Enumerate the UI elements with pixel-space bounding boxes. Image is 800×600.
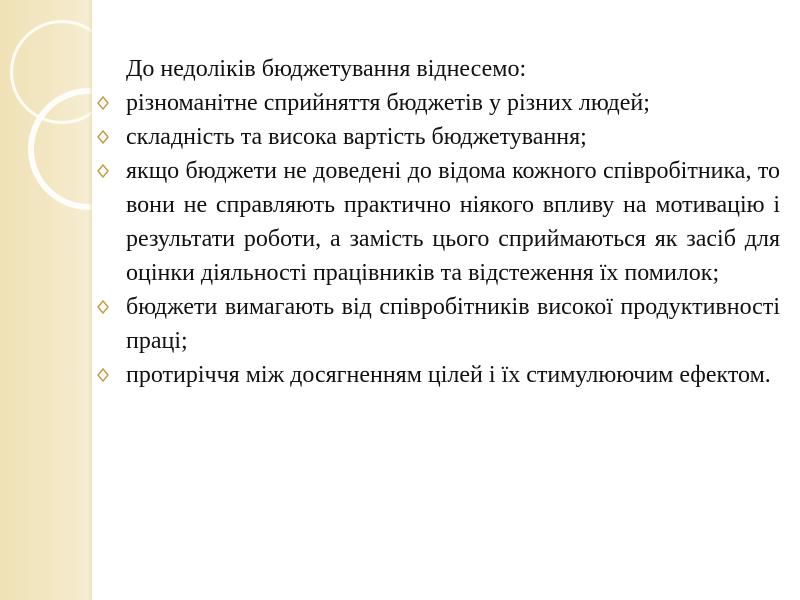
- hollow-diamond-bullet-icon: [94, 358, 112, 392]
- list-item: [92, 154, 780, 290]
- slide-text-body: [92, 52, 780, 392]
- list-item-text: якщо бюджети не доведені до відома кожного співробітника, то вони не справляють практично ніякого впливу на мотивацію і результати роботи, а замість цього сприймаються як засіб для оцінки діяльності працівників та відстеження їх помилок;: [126, 158, 780, 286]
- hollow-diamond-bullet-icon: [94, 86, 112, 120]
- list-item: [92, 120, 780, 154]
- list-item-text: різноманітне сприйняття бюджетів у різних людей;: [126, 90, 650, 116]
- decorative-side-band: [0, 0, 92, 600]
- list-item: [92, 358, 780, 392]
- list-item-text: складність та висока вартість бюджетування;: [126, 124, 587, 150]
- list-item: [92, 86, 780, 120]
- list-item-text: бюджети вимагають від співробітників високої продуктивності праці;: [126, 294, 780, 354]
- hollow-diamond-bullet-icon: [94, 120, 112, 154]
- intro-line: До недоліків бюджетування віднесемо:: [126, 56, 527, 82]
- list-item-text: протиріччя між досягненням цілей і їх стимулюючим ефектом.: [126, 362, 771, 388]
- hollow-diamond-bullet-icon: [94, 154, 112, 188]
- list-item: [92, 290, 780, 358]
- bullet-list: [92, 86, 780, 392]
- hollow-diamond-bullet-icon: [94, 290, 112, 324]
